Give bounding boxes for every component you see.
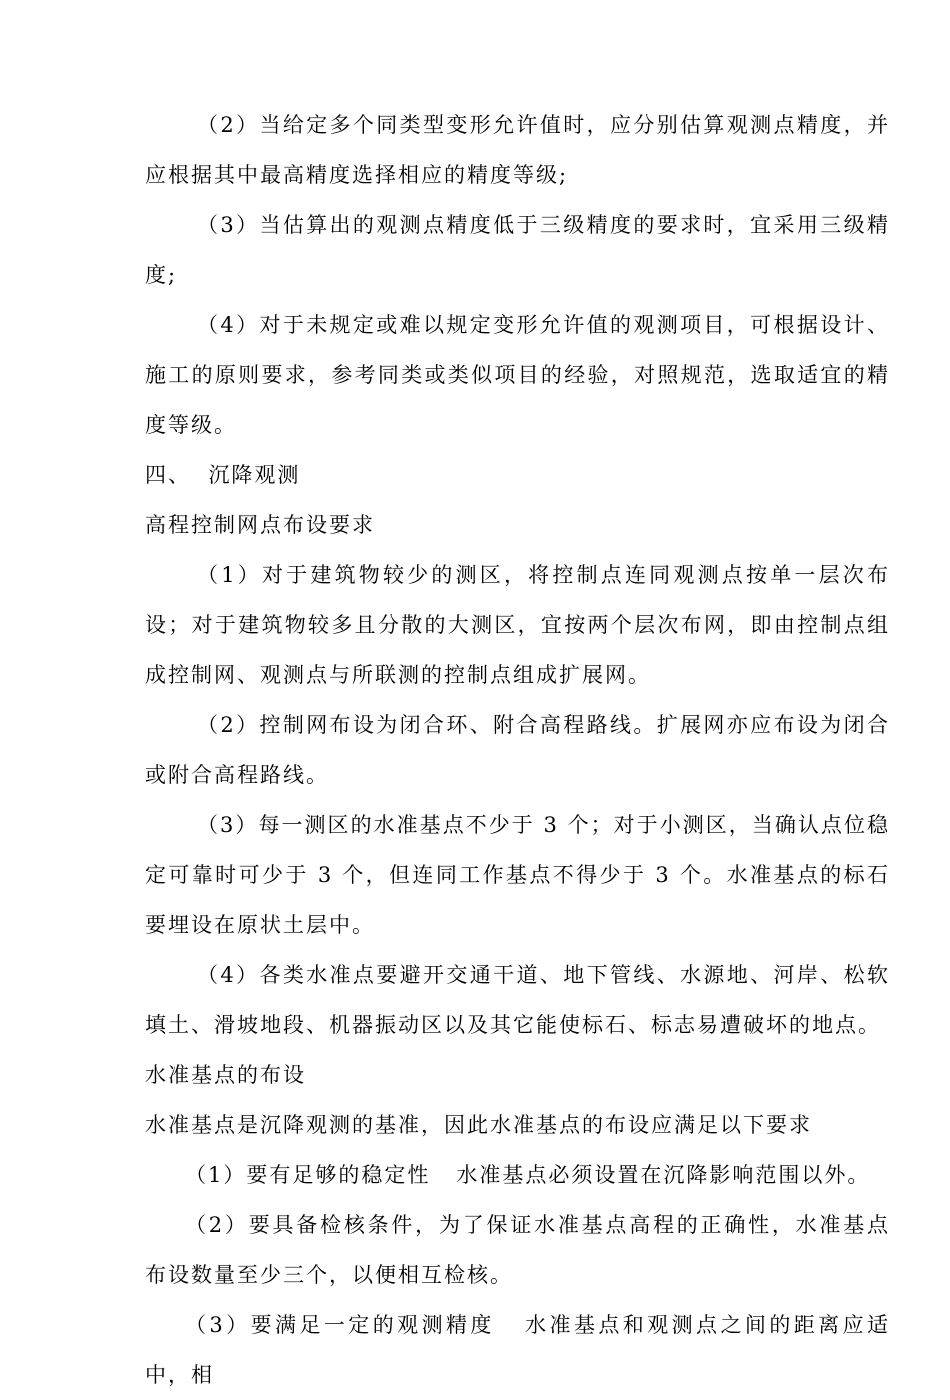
section-heading-settlement: 四、 沉降观测 [145,463,301,487]
paragraph-closed-loop: （2）控制网布设为闭合环、附合高程路线。扩展网亦应布设为闭合或附合高程路线。 [145,713,890,787]
document-page [145,100,890,1400]
paragraph-control-layers: （1）对于建筑物较少的测区，将控制点连同观测点按单一层次布设；对于建筑物较多且分散的大测区，宜按两个层次布网，即由控制点组成控制网、观测点与所联测的控制点组成扩展网。 [145,563,890,687]
paragraph-stability: （1）要有足够的稳定性 水准基点必须设置在沉降影响范围以外。 [185,1163,871,1187]
paragraph-benchmark-count: （3）每一测区的水准基点不少于 3 个；对于小测区，当确认点位稳定可靠时可少于 3 个，但连同工作基点不得少于 3 个。水准基点的标石要埋设在原状土层中。 [145,813,890,937]
paragraph-check-condition: （2）要具备检核条件，为了保证水准基点高程的正确性，水准基点布设数量至少三个，以便相互检核。 [145,1213,890,1287]
subheading-benchmark-layout: 水准基点的布设 [145,1063,306,1087]
paragraph-precision-unspecified: （4）对于未规定或难以规定变形允许值的观测项目，可根据设计、施工的原则要求，参考同类或类似项目的经验，对照规范，选取适宜的精度等级。 [145,313,890,437]
paragraph-precision-multiple-values: （2）当给定多个同类型变形允许值时，应分别估算观测点精度，并应根据其中最高精度选择相应的精度等级; [145,113,890,187]
paragraph-precision-below-grade-three: （3）当估算出的观测点精度低于三级精度的要求时，宜采用三级精度; [145,213,890,287]
paragraph-observation-accuracy: （3）要满足一定的观测精度 水准基点和观测点之间的距离应适中，相 [145,1313,890,1387]
paragraph-avoid-locations: （4）各类水准点要避开交通干道、地下管线、水源地、河岸、松软填土、滑坡地段、机器振动区以及其它能使标石、标志易遭破坏的地点。 [145,963,890,1037]
subheading-control-network: 高程控制网点布设要求 [145,513,375,537]
paragraph-benchmark-intro: 水准基点是沉降观测的基准，因此水准基点的布设应满足以下要求 [145,1113,812,1137]
